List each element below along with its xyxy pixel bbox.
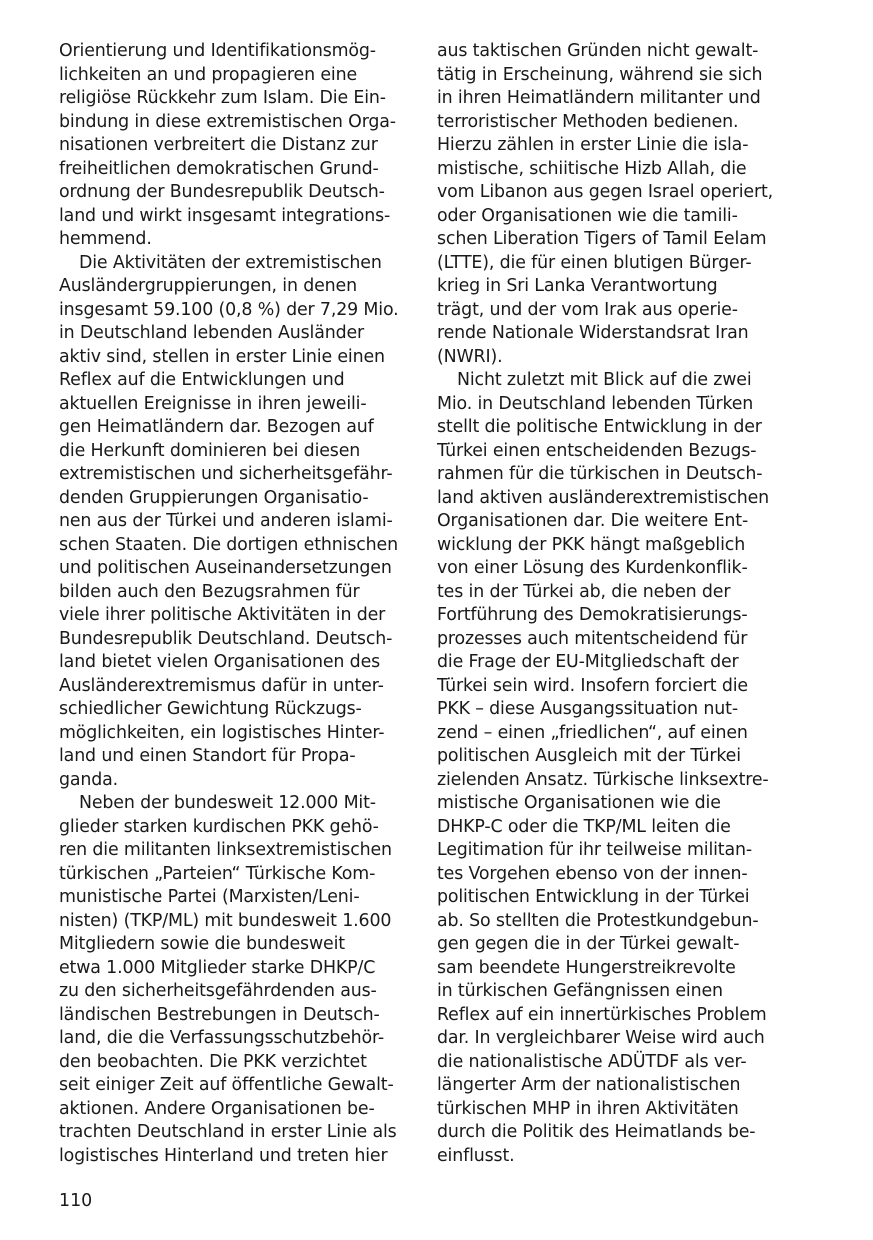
text-line: gen gegen die in der Türkei gewalt- [437,934,740,954]
text-line: Die Aktivitäten der extremistischen [79,252,382,273]
text-line: möglichkeiten, ein logistisches Hinter- [59,722,385,743]
text-line: den beobachten. Die PKK verzichtet [59,1051,367,1072]
text-line: PKK – diese Ausgangssituation nut- [437,699,738,719]
text-line: nisten) (TKP/ML) mit bundesweit 1.600 [59,910,392,931]
text-line: nen aus der Türkei und anderen islami- [59,511,393,531]
text-line: zu den sicherheitsgefährdenden aus- [59,981,377,1001]
text-line: Ausländerextremismus dafür in unter- [59,675,384,696]
text-line: krieg in Sri Lanka Verantwortung [437,276,718,296]
text-line: Reflex auf die Entwicklungen und [59,370,345,390]
text-line: sam beendete Hungerstreikrevolte [437,957,736,978]
text-line: freiheitlichen demokratischen Grund- [59,158,379,179]
text-line: in Deutschland lebenden Ausländer [59,323,365,343]
text-line: bilden auch den Bezugsrahmen für [59,581,360,602]
text-line: die nationalistische ADÜTDF als ver- [437,1051,747,1072]
text-line: extremistischen und sicherheitsgefähr- [59,464,393,484]
text-line: seit einiger Zeit auf öffentliche Gewalt- [59,1075,394,1095]
text-line: von einer Lösung des Kurdenkonflik- [437,558,748,578]
text-line: trachten Deutschland in erster Linie als [59,1122,397,1142]
text-line: Ausländergruppierungen, in denen [59,276,357,296]
text-line: viele ihrer politische Aktivitäten in der [59,605,386,625]
text-line: Fortführung des Demokratisierungs- [437,605,748,625]
text-line: politischen Ausgleich mit der Türkei [437,746,741,766]
text-line: ordnung der Bundesrepublik Deutsch- [59,182,385,202]
text-line: hemmend. [59,229,152,249]
text-line: gen Heimatländern dar. Bezogen auf [59,417,374,437]
text-line: türkischen „Parteien“ Türkische Kom- [59,863,376,884]
text-line: DHKP-C oder die TKP/ML leiten die [437,816,731,837]
text-line: terroristischer Methoden bedienen. [437,111,739,132]
text-line: Neben der bundesweit 12.000 Mit- [79,793,376,813]
text-line: aus taktischen Gründen nicht gewalt- [437,41,759,61]
text-line: oder Organisationen wie die tamili- [437,205,738,226]
text-line: (LTTE), die für einen blutigen Bürger- [437,252,752,273]
text-line: glieder starken kurdischen PKK gehö- [59,816,379,837]
text-line: schen Staaten. Die dortigen ethnischen [59,534,398,555]
text-line: land und einen Standort für Propa- [59,746,356,766]
text-line: rende Nationale Widerstandsrat Iran [437,323,749,343]
text-line: in türkischen Gefängnissen einen [437,981,723,1001]
text-line: Nicht zuletzt mit Blick auf die zwei [457,370,752,390]
text-line: rahmen für die türkischen in Deutsch- [437,464,763,484]
text-line: Reflex auf ein innertürkisches Problem [437,1004,767,1025]
text-line: (NWRI). [437,346,503,367]
text-line: Legitimation für ihr teilweise militan- [437,840,752,860]
text-line: dar. In vergleichbarer Weise wird auch [437,1028,765,1048]
text-line: die Frage der EU-Mitgliedschaft der [437,652,739,672]
text-line: bindung in diese extremistischen Orga- [59,111,396,132]
text-line: tätig in Erscheinung, während sie sich [437,64,763,85]
text-line: lichkeiten an und propagieren eine [59,64,357,85]
text-line: schen Liberation Tigers of Tamil Eelam [437,229,767,249]
text-line: land, die die Verfassungsschutzbehör- [59,1028,385,1048]
text-line: religiöse Rückkehr zum Islam. Die Ein- [59,88,386,108]
text-line: durch die Politik des Heimatlands be- [437,1122,756,1142]
text-line: längerter Arm der nationalistischen [437,1075,741,1095]
text-line: insgesamt 59.100 (0,8 %) der 7,29 Mio. [59,299,399,320]
text-line: tes Vorgehen ebenso von der innen- [437,863,748,884]
text-line: Mitgliedern sowie die bundesweit [59,934,345,954]
text-line: mistische Organisationen wie die [437,793,721,813]
text-line: prozesses auch mitentscheidend für [437,628,748,649]
page-number: 110 [59,1191,93,1211]
text-line: in ihren Heimatländern militanter und [437,88,761,108]
text-line: logistisches Hinterland und treten hier [59,1145,388,1166]
text-line: denden Gruppierungen Organisatio- [59,487,369,508]
text-line: ländischen Bestrebungen in Deutsch- [59,1004,380,1025]
text-line: vom Libanon aus gegen Israel operiert, [437,182,774,202]
left-text-column [59,40,409,1168]
text-line: die Herkunft dominieren bei diesen [59,440,361,461]
text-line: tes in der Türkei ab, die neben der [437,581,731,602]
text-line: ab. So stellten die Protestkundgebun- [437,910,759,931]
text-line: munistische Partei (Marxisten/Leni- [59,887,360,907]
text-line: wicklung der PKK hängt maßgeblich [437,534,746,555]
text-line: Bundesrepublik Deutschland. Deutsch- [59,628,393,649]
text-line: nisationen verbreitert die Distanz zur [59,135,378,155]
text-line: land aktiven ausländerextremistischen [437,487,770,508]
text-line: mistische, schiitische Hizb Allah, die [437,158,747,179]
text-line: Orientierung und Identifikationsmög- [59,41,376,61]
text-line: Mio. in Deutschland lebenden Türken [437,393,754,414]
text-line: zielenden Ansatz. Türkische linksextre- [437,769,769,790]
text-line: Hierzu zählen in erster Linie die isla- [437,135,749,155]
text-line: aktiv sind, stellen in erster Linie einen [59,346,385,367]
text-line: land und wirkt insgesamt integrations- [59,205,391,226]
text-line: aktionen. Andere Organisationen be- [59,1098,375,1119]
text-line: schiedlicher Gewichtung Rückzugs- [59,699,362,719]
text-line: türkischen MHP in ihren Aktivitäten [437,1098,739,1119]
text-line: stellt die politische Entwicklung in der [437,417,762,437]
text-line: land bietet vielen Organisationen des [59,652,381,672]
right-text-column [437,40,787,1168]
text-line: Türkei einen entscheidenden Bezugs- [437,440,757,461]
text-line: aktuellen Ereignisse in ihren jeweili- [59,393,367,414]
text-line: zend – einen „friedlichen“, auf einen [437,722,748,743]
text-line: Organisationen dar. Die weitere Ent- [437,511,749,531]
text-line: ren die militanten linksextremistischen [59,840,392,860]
text-line: und politischen Auseinandersetzungen [59,558,392,578]
text-line: etwa 1.000 Mitglieder starke DHKP/C [59,957,376,978]
text-line: politischen Entwicklung in der Türkei [437,887,750,907]
text-line: einflusst. [437,1145,515,1166]
text-line: Türkei sein wird. Insofern forciert die [437,675,748,696]
text-line: trägt, und der vom Irak aus operie- [437,299,738,320]
text-line: ganda. [59,769,119,790]
